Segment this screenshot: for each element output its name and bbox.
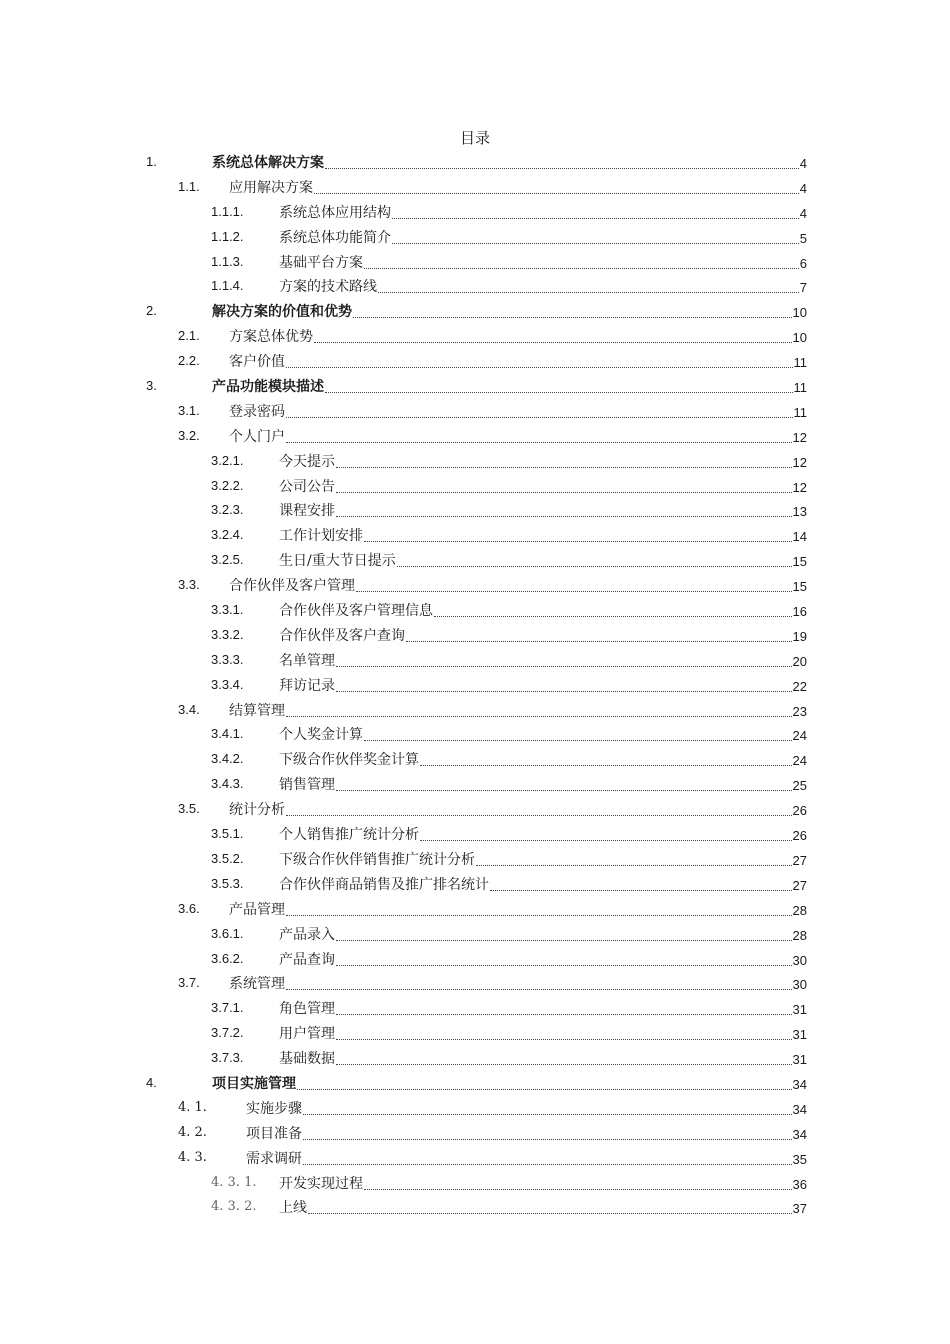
toc-entry-line: [279, 674, 807, 696]
toc-entry-page-number: 22: [792, 678, 807, 694]
toc-entry-line: [229, 972, 807, 994]
toc-entry[interactable]: [0, 424, 950, 449]
toc-entry-number: 3.3.2.: [211, 626, 244, 642]
dot-leader: [336, 1039, 792, 1040]
toc-entry-page-number: 30: [792, 977, 807, 993]
toc-entry[interactable]: [0, 200, 950, 225]
toc-entry[interactable]: [0, 449, 950, 474]
toc-entry-number: 3.4.3.: [211, 776, 244, 792]
toc-entry-number: 1.1.1.: [211, 203, 244, 219]
dot-leader: [336, 965, 792, 966]
toc-entry-number: 2.: [146, 303, 157, 319]
toc-entry-page-number: 27: [792, 852, 807, 868]
toc-entry-page-number: 31: [792, 1002, 807, 1018]
toc-entry[interactable]: [0, 922, 950, 947]
toc-entry[interactable]: [0, 648, 950, 673]
dot-leader: [286, 815, 792, 816]
toc-entry-number: 4.: [146, 1074, 157, 1090]
toc-entry-page-number: 16: [792, 604, 807, 620]
toc-entry-line: [229, 798, 807, 820]
toc-entry-line: [212, 151, 807, 173]
toc-entry-number: 3.: [146, 378, 157, 394]
toc-entry-title: 实施步骤: [246, 1100, 302, 1117]
toc-entry-page-number: 30: [792, 952, 807, 968]
toc-entry[interactable]: [0, 822, 950, 847]
dot-leader: [325, 392, 793, 393]
toc-entry-number: 3.5.3.: [211, 875, 244, 891]
dot-leader: [325, 168, 799, 169]
dot-leader: [420, 765, 792, 766]
toc-entry[interactable]: [0, 399, 950, 424]
toc-entry-number: 3.2.3.: [211, 502, 244, 518]
toc-entry-number: 3.2.: [178, 427, 200, 443]
toc-entry-title: 系统总体解决方案: [212, 155, 324, 171]
dot-leader: [286, 417, 793, 418]
toc-entry[interactable]: [0, 299, 950, 324]
toc-entry-page-number: 11: [793, 404, 807, 420]
toc-entry[interactable]: [0, 598, 950, 623]
toc-entry-line: [279, 1172, 807, 1194]
toc-entry-title: 系统总体功能简介: [279, 229, 391, 246]
toc-entry-line: [279, 823, 807, 845]
toc-entry[interactable]: [0, 349, 950, 374]
toc-entry[interactable]: [0, 474, 950, 499]
toc-entry[interactable]: [0, 1195, 950, 1220]
dot-leader: [286, 367, 793, 368]
toc-entry-line: [279, 524, 807, 546]
dot-leader: [406, 641, 792, 642]
toc-entry-title: 生日/重大节日提示: [279, 553, 396, 570]
toc-entry-number: 3.2.4.: [211, 527, 244, 543]
toc-entry-title: 上线: [279, 1200, 307, 1217]
toc-entry-line: [279, 1047, 807, 1069]
toc-entry-number: 1.1.4.: [211, 278, 244, 294]
toc-entry-number: 4. 3.: [178, 1149, 207, 1165]
toc-entry[interactable]: [0, 1121, 950, 1146]
toc-entry-page-number: 15: [792, 579, 807, 595]
toc-entry-number: 1.1.: [178, 178, 200, 194]
toc-entry-line: [279, 201, 807, 223]
toc-entry-line: [279, 599, 807, 621]
dot-leader: [364, 740, 792, 741]
toc-entry[interactable]: [0, 274, 950, 299]
toc-entry-title: 拜访记录: [279, 677, 335, 694]
toc-entry-page-number: 34: [792, 1076, 807, 1092]
toc-entry[interactable]: [0, 897, 950, 922]
toc-entry-number: 3.3.4.: [211, 676, 244, 692]
toc-entry-line: [279, 251, 807, 273]
toc-entry-number: 3.2.2.: [211, 477, 244, 493]
toc-entry-title: 课程安排: [279, 503, 335, 520]
toc-entry[interactable]: [0, 623, 950, 648]
toc-entry-line: [229, 699, 807, 721]
toc-entry-number: 3.6.1.: [211, 925, 244, 941]
toc-entry-number: 3.5.2.: [211, 850, 244, 866]
toc-entry-line: [279, 1022, 807, 1044]
dot-leader: [286, 716, 792, 717]
toc-entry-title: 今天提示: [279, 453, 335, 470]
toc-entry-number: 4. 3. 1.: [211, 1174, 257, 1190]
toc-entry-line: [229, 325, 807, 347]
toc-entry-line: [229, 574, 807, 596]
dot-leader: [336, 492, 792, 493]
toc-entry-page-number: 28: [792, 902, 807, 918]
toc-entry-number: 3.6.2.: [211, 950, 244, 966]
toc-entry-line: [279, 549, 807, 571]
toc-entry-number: 3.7.3.: [211, 1050, 244, 1066]
toc-entry-title: 基础数据: [279, 1051, 335, 1068]
toc-entry[interactable]: [0, 1146, 950, 1171]
toc-entry-title: 下级合作伙伴奖金计算: [279, 752, 419, 769]
toc-entry-line: [246, 1097, 807, 1119]
dot-leader: [364, 1189, 792, 1190]
toc-entry-title: 解决方案的价值和优势: [212, 304, 352, 321]
toc-entry-title: 下级合作伙伴销售推广统计分析: [279, 851, 475, 868]
toc-entry-number: 3.7.2.: [211, 1025, 244, 1041]
toc-entry-page-number: 28: [792, 927, 807, 943]
toc-entry-number: 3.4.1.: [211, 726, 244, 742]
toc-entry-page-number: 34: [792, 1126, 807, 1142]
dot-leader: [336, 691, 792, 692]
toc-entry-title: 销售管理: [279, 777, 335, 794]
toc-entry-title: 方案的技术路线: [279, 279, 377, 296]
toc-entry-page-number: 15: [792, 554, 807, 570]
toc-entry-title: 基础平台方案: [279, 254, 363, 271]
toc-entry-title: 需求调研: [246, 1150, 302, 1167]
dot-leader: [303, 1114, 792, 1115]
toc-entry[interactable]: [0, 673, 950, 698]
dot-leader: [336, 467, 792, 468]
toc-entry-page-number: 11: [793, 380, 807, 396]
toc-title: 目录: [459, 129, 490, 147]
toc-entry-number: 3.7.: [178, 975, 200, 991]
toc-entry-line: [279, 226, 807, 248]
toc-entry-number: 3.3.3.: [211, 651, 244, 667]
toc-entry-title: 个人销售推广统计分析: [279, 827, 419, 844]
dot-leader: [336, 1064, 792, 1065]
toc-entry-page-number: 5: [799, 230, 807, 246]
dot-leader: [434, 616, 792, 617]
toc-entry-number: 1.1.3.: [211, 253, 244, 269]
dot-leader: [314, 342, 792, 343]
toc-entry-page-number: 11: [793, 355, 807, 371]
toc-entry-line: [229, 898, 807, 920]
toc-entry-number: 2.2.: [178, 353, 200, 369]
toc-entry-title: 产品管理: [229, 901, 285, 918]
toc-entry[interactable]: [0, 523, 950, 548]
toc-entry-number: 3.2.1.: [211, 452, 244, 468]
toc-entry-page-number: 24: [792, 753, 807, 769]
toc-entry[interactable]: [0, 747, 950, 772]
toc-entry-page-number: 26: [792, 803, 807, 819]
dot-leader: [303, 1139, 792, 1140]
dot-leader: [364, 268, 799, 269]
toc-entry-line: [279, 649, 807, 671]
dot-leader: [356, 591, 792, 592]
toc-entry-page-number: 25: [792, 778, 807, 794]
dot-leader: [336, 666, 792, 667]
toc-entry-number: 1.1.2.: [211, 228, 244, 244]
toc-entry-line: [212, 375, 807, 397]
toc-entry-title: 客户价值: [229, 354, 285, 371]
toc-entry-number: 3.5.1.: [211, 826, 244, 842]
toc-entry-number: 2.1.: [178, 328, 200, 344]
dot-leader: [336, 940, 792, 941]
toc-entry[interactable]: [0, 797, 950, 822]
toc-entry-title: 项目实施管理: [212, 1075, 296, 1092]
toc-entry-page-number: 12: [792, 454, 807, 470]
toc-entry-title: 个人奖金计算: [279, 727, 363, 744]
toc-entry-title: 应用解决方案: [229, 179, 313, 196]
toc-entry-page-number: 35: [792, 1151, 807, 1167]
toc-entry-page-number: 31: [792, 1052, 807, 1068]
toc-entry[interactable]: [0, 1046, 950, 1071]
toc-entry[interactable]: [0, 573, 950, 598]
toc-entry-page-number: 24: [792, 728, 807, 744]
toc-entry-number: 4. 1.: [178, 1099, 207, 1115]
toc-entry-line: [212, 300, 807, 322]
toc-entry-page-number: 37: [792, 1201, 807, 1217]
toc-entry[interactable]: [0, 225, 950, 250]
toc-entry-line: [229, 400, 807, 422]
toc-entry-title: 角色管理: [279, 1001, 335, 1018]
toc-entry-line: [279, 873, 807, 895]
dot-leader: [476, 865, 792, 866]
toc-entry-line: [279, 450, 807, 472]
toc-entry-page-number: 6: [799, 255, 807, 271]
dot-leader: [303, 1164, 792, 1165]
toc-entry-line: [279, 475, 807, 497]
toc-entry[interactable]: [0, 250, 950, 275]
toc-entry-page-number: 13: [792, 504, 807, 520]
toc-entry-number: 3.5.: [178, 801, 200, 817]
toc-entry-page-number: 26: [792, 828, 807, 844]
toc-entry-line: [229, 425, 807, 447]
toc-entry-page-number: 23: [792, 703, 807, 719]
toc-entry-number: 1.: [146, 154, 157, 169]
toc-entry-number: 3.7.1.: [211, 1000, 244, 1016]
dot-leader: [353, 317, 792, 318]
toc-entry-line: [279, 748, 807, 770]
toc-entry-line: [246, 1147, 807, 1169]
toc-entry[interactable]: [0, 847, 950, 872]
toc-entry-line: [212, 1072, 807, 1094]
toc-entry[interactable]: [0, 374, 950, 399]
toc-entry-page-number: 34: [792, 1101, 807, 1117]
toc-entry[interactable]: [0, 175, 950, 200]
toc-entry-line: [279, 948, 807, 970]
toc-entry-title: 用户管理: [279, 1026, 335, 1043]
toc-entry-title: 合作伙伴及客户查询: [279, 627, 405, 644]
toc-entry-title: 产品查询: [279, 951, 335, 968]
dot-leader: [420, 840, 792, 841]
toc-entry[interactable]: [0, 872, 950, 897]
toc-entry[interactable]: [0, 772, 950, 797]
toc-entry-title: 合作伙伴商品销售及推广排名统计: [279, 876, 489, 893]
dot-leader: [286, 442, 792, 443]
toc-entry-line: [279, 624, 807, 646]
toc-entry-title: 公司公告: [279, 478, 335, 495]
toc-entry-title: 登录密码: [229, 403, 285, 420]
dot-leader: [392, 243, 799, 244]
toc-entry[interactable]: [0, 1071, 950, 1096]
toc-entry[interactable]: [0, 698, 950, 723]
toc-entry-number: 4. 2.: [178, 1124, 207, 1140]
dot-leader: [336, 516, 792, 517]
dot-leader: [286, 989, 792, 990]
toc-entry-page-number: 10: [792, 305, 807, 321]
toc-entry-line: [229, 350, 807, 372]
toc-entry[interactable]: [0, 498, 950, 523]
toc-entry[interactable]: [0, 1021, 950, 1046]
toc-entry-page-number: 12: [792, 479, 807, 495]
toc-entry-title: 项目准备: [246, 1125, 302, 1142]
toc-entry-page-number: 14: [792, 529, 807, 545]
toc-entry-page-number: 4: [799, 205, 807, 221]
toc-entry[interactable]: [0, 150, 950, 175]
toc-entry-number: 4. 3. 2.: [211, 1199, 257, 1215]
toc-entry-number: 3.1.: [178, 402, 200, 418]
toc-entry-page-number: 7: [799, 280, 807, 296]
toc-entry-title: 开发实现过程: [279, 1175, 363, 1192]
toc-entry[interactable]: [0, 947, 950, 972]
toc-entry-line: [279, 723, 807, 745]
toc-entry-page-number: 4: [799, 180, 807, 196]
toc-entry-number: 3.3.1.: [211, 602, 244, 618]
toc-entry[interactable]: [0, 722, 950, 747]
toc-entry-line: [279, 848, 807, 870]
toc-entry[interactable]: [0, 1096, 950, 1121]
toc-entry-page-number: 36: [792, 1176, 807, 1192]
toc-entry-title: 结算管理: [229, 702, 285, 719]
toc-entry-number: 3.6.: [178, 900, 200, 916]
toc-entry-line: [279, 773, 807, 795]
toc-entry[interactable]: [0, 996, 950, 1021]
dot-leader: [286, 915, 792, 916]
toc-entry-line: [279, 923, 807, 945]
toc-entry-title: 个人门户: [229, 428, 285, 445]
dot-leader: [364, 541, 792, 542]
dot-leader: [392, 218, 799, 219]
dot-leader: [336, 1014, 792, 1015]
dot-leader: [490, 890, 792, 891]
toc-entry-line: [246, 1122, 807, 1144]
toc-entry-title: 系统总体应用结构: [279, 204, 391, 221]
toc-entry-line: [279, 499, 807, 521]
dot-leader: [336, 790, 792, 791]
toc-entry-title: 名单管理: [279, 652, 335, 669]
toc-entry-title: 方案总体优势: [229, 329, 313, 346]
toc-entry-title: 工作计划安排: [279, 528, 363, 545]
toc-entry-page-number: 20: [792, 653, 807, 669]
toc-entry-line: [279, 997, 807, 1019]
toc-entry-number: 3.4.2.: [211, 751, 244, 767]
toc-entry-line: [229, 176, 807, 198]
toc-entry-title: 产品功能模块描述: [212, 379, 324, 396]
toc-entry-title: 系统管理: [229, 976, 285, 993]
dot-leader: [314, 193, 799, 194]
toc-entry-title: 合作伙伴及客户管理信息: [279, 603, 433, 620]
toc-entry[interactable]: [0, 1171, 950, 1196]
toc-entry-page-number: 19: [792, 628, 807, 644]
toc-entry-title: 合作伙伴及客户管理: [229, 578, 355, 595]
dot-leader: [297, 1089, 792, 1090]
toc-entry[interactable]: [0, 548, 950, 573]
toc-entry-number: 3.2.5.: [211, 552, 244, 568]
toc-entry-page-number: 10: [792, 330, 807, 346]
toc-entry-line: [279, 1196, 807, 1218]
dot-leader: [308, 1213, 792, 1214]
toc-entry-line: [279, 275, 807, 297]
toc-entry[interactable]: [0, 324, 950, 349]
toc-entry-page-number: 31: [792, 1027, 807, 1043]
toc-entry-title: 统计分析: [229, 802, 285, 819]
dot-leader: [397, 566, 792, 567]
dot-leader: [378, 292, 799, 293]
table-of-contents: [0, 150, 950, 1220]
toc-entry[interactable]: [0, 971, 950, 996]
toc-entry-page-number: 27: [792, 877, 807, 893]
toc-entry-number: 3.3.: [178, 577, 200, 593]
toc-entry-number: 3.4.: [178, 701, 200, 717]
toc-entry-page-number: 12: [792, 429, 807, 445]
toc-entry-title: 产品录入: [279, 926, 335, 943]
toc-entry-page-number: 4: [799, 156, 807, 171]
